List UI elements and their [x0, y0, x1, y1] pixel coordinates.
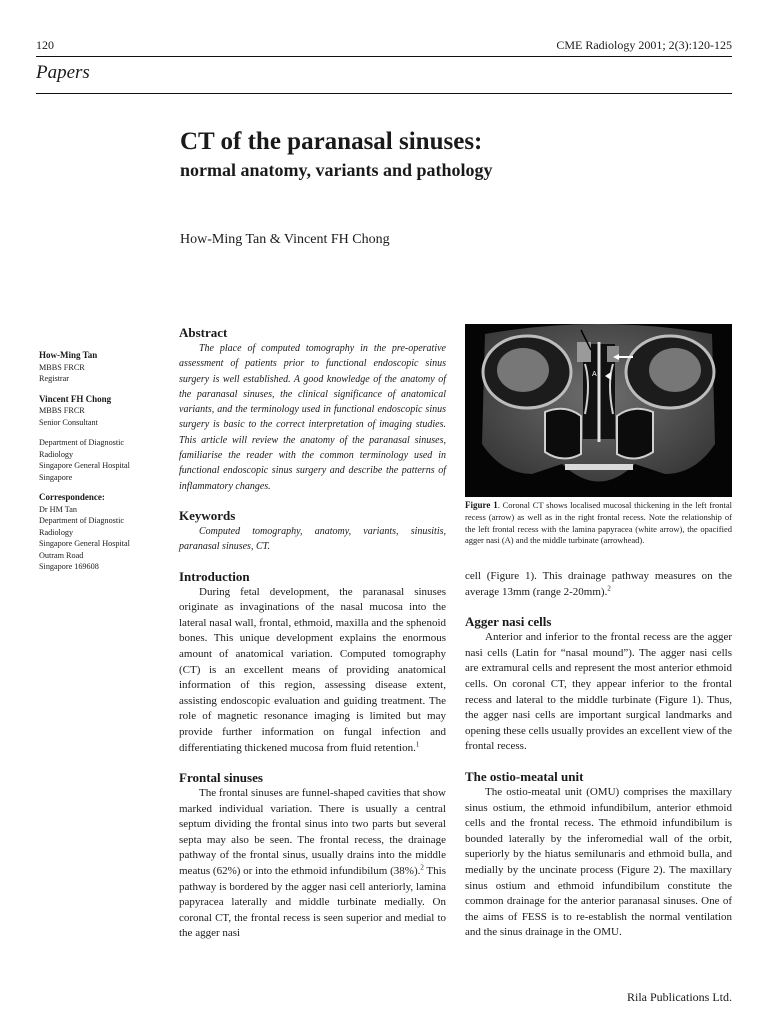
author2-name: Vincent FH Chong	[39, 393, 112, 404]
frontal-sinuses-text-continued: This pathway is bordered by the agger nasi cell anteriorly, lamina papyracea laterally and middle turbinate medially. On coronal CT, the frontal recess is seen superior and medial to the agger nasi	[179, 865, 446, 940]
header-rule	[36, 56, 732, 57]
keywords-heading: Keywords	[179, 507, 236, 523]
introduction-block	[179, 585, 446, 757]
correspondence-line: Singapore 169608	[39, 562, 99, 571]
author1-name: How-Ming Tan	[39, 350, 98, 360]
correspondence-line: Dr HM Tan	[39, 504, 77, 514]
frontal-sinuses-heading: Frontal sinuses	[179, 770, 263, 786]
correspondence-line: Department of Diagnostic	[39, 516, 125, 525]
agger-nasi-text: Anterior and inferior to the frontal recess are the agger nasi cells (Latin for “nasal mound”). The agger nasi cells are extramural cells and represent the most anterior ethmoid cells. On coronal CT, they appear inferior to the frontal recess and lateral to the middle turbinate (Figure 1). Thus, the agger nasi cells are important surgical landmarks and opening these cells usually provides an excellent view of the frontal recess.	[465, 631, 732, 753]
author2-degree: MBBS FRCR	[39, 406, 85, 415]
affiliation-line: Singapore General Hospital	[39, 461, 130, 470]
figure-1-caption-text: . Coronal CT shows localised mucosal thickening in the left frontal recess (arrow) as well as in the right frontal recess. Note the relationship of the left frontal recess with the lamina papyracea (white arrow), the opacified agger nasi (A) and the middle turbinate (arrowhead).	[465, 500, 732, 546]
figure-1-ct-image	[465, 324, 732, 497]
affiliation-line: Department of Diagnostic	[39, 438, 125, 447]
keywords-block	[179, 524, 446, 555]
author1-role: Registrar	[39, 374, 70, 383]
continuation-block	[465, 569, 732, 600]
introduction-heading: Introduction	[179, 568, 250, 584]
affiliation-line: Singapore	[39, 472, 73, 482]
page-number: 120	[36, 38, 54, 52]
author2-role: Senior Consultant	[39, 417, 98, 427]
reference-marker: 2	[420, 863, 424, 872]
middle-column	[179, 325, 446, 942]
author-sidebar	[39, 350, 164, 582]
section-label: Papers	[36, 62, 90, 83]
article-authors: How-Ming Tan & Vincent FH Chong	[180, 232, 390, 247]
right-column	[465, 569, 732, 941]
affiliation-line: Radiology	[39, 449, 74, 459]
keywords-text: Computed tomography, anatomy, variants, sinusitis, paranasal sinuses, CT.	[179, 525, 446, 553]
abstract-block	[179, 341, 446, 494]
ct-scan-illustration	[465, 324, 732, 497]
agger-nasi-block	[465, 630, 732, 755]
abstract-text: The place of computed tomography in the pre-operative assessment of patients prior to functional endoscopic sinus surgery is well established. A good knowledge of the anatomy of the paranasal sinuses, the clinical significance of anatomical variants, and the terminology used in functional endoscopic sinus surgery is basic to the correct interpretation of imaging studies. This article will review the anatomy of the paranasal sinuses, familiarise the reader with the common terminology used in functional endoscopic sinus surgery and describe the patterns of inflammatory changes.	[179, 343, 446, 492]
abstract-heading: Abstract	[179, 325, 228, 340]
frontal-sinuses-text: The frontal sinuses are funnel-shaped cavities that show marked individual variation. There is usually a central septum dividing the frontal sinus into two parts but several septa may also be seen. The frontal recess, the drainage pathway of the frontal sinus, usually drains into the middle meatus (62%) or into the ethmoid infundibilum (38%).	[179, 787, 446, 878]
reference-marker: 2	[607, 583, 611, 592]
introduction-text: During fetal development, the paranasal sinuses originate as invaginations of the nasal mucosa into the lateral nasal wall, frontal, ethmoid, maxilla and the sphenoid bones. This unique development explains the enormous amount of anatomical variation. Computed tomography (CT) is an excellent means of providing anatomical information of this region, assessing disease extent, assisting endoscopic evaluation and guiding treatment. The role of magnetic resonance imaging is limited but may provide further information on fungal infection and differentiating thickened mucosa from fluid retention.	[179, 585, 446, 754]
correspondence-line: Singapore General Hospital	[39, 539, 130, 548]
agger-nasi-heading: Agger nasi cells	[465, 614, 552, 630]
correspondence-label: Correspondence:	[39, 492, 105, 502]
journal-citation: CME Radiology 2001; 2(3):120-125	[556, 38, 732, 52]
figure-1-label: Figure 1	[465, 500, 498, 510]
reference-marker: 1	[415, 739, 420, 748]
author1-degree: MBBS FRCR	[39, 362, 85, 372]
omu-heading: The ostio-meatal unit	[465, 768, 584, 784]
agger-nasi-marker: A	[592, 371, 597, 378]
figure-1-caption	[465, 500, 732, 547]
correspondence-line: Outram Road	[39, 550, 84, 560]
article-subtitle: normal anatomy, variants and pathology	[180, 160, 493, 180]
correspondence-line: Radiology	[39, 527, 74, 537]
article-title: CT of the paranasal sinuses:	[180, 128, 483, 155]
section-rule	[36, 93, 732, 94]
omu-text: The ostio-meatal unit (OMU) comprises the maxillary sinus ostium, the ethmoid infundibilum, anterior ethmoid cells and the frontal recess. The ethmoid infundibilum is bounded laterally by the inferomedial wall of the orbit, superiorly by the hiatus semilunaris and ethmoid bulla, and medially by the uncinate process (Figure 2). The maxillary sinus ostium and ethmoid infundibilum constitute the common drainage for the anterior paranasal sinuses. One of the aims of FESS is to re-establish the normal ventilation and the sinus drainage in the OMU.	[465, 785, 732, 939]
publisher-footer: Rila Publications Ltd.	[627, 990, 732, 1004]
frontal-sinuses-block	[179, 786, 446, 942]
omu-block	[465, 785, 732, 941]
continuation-text: cell (Figure 1). This drainage pathway measures on the average 13mm (range 2-20mm).	[465, 570, 732, 598]
